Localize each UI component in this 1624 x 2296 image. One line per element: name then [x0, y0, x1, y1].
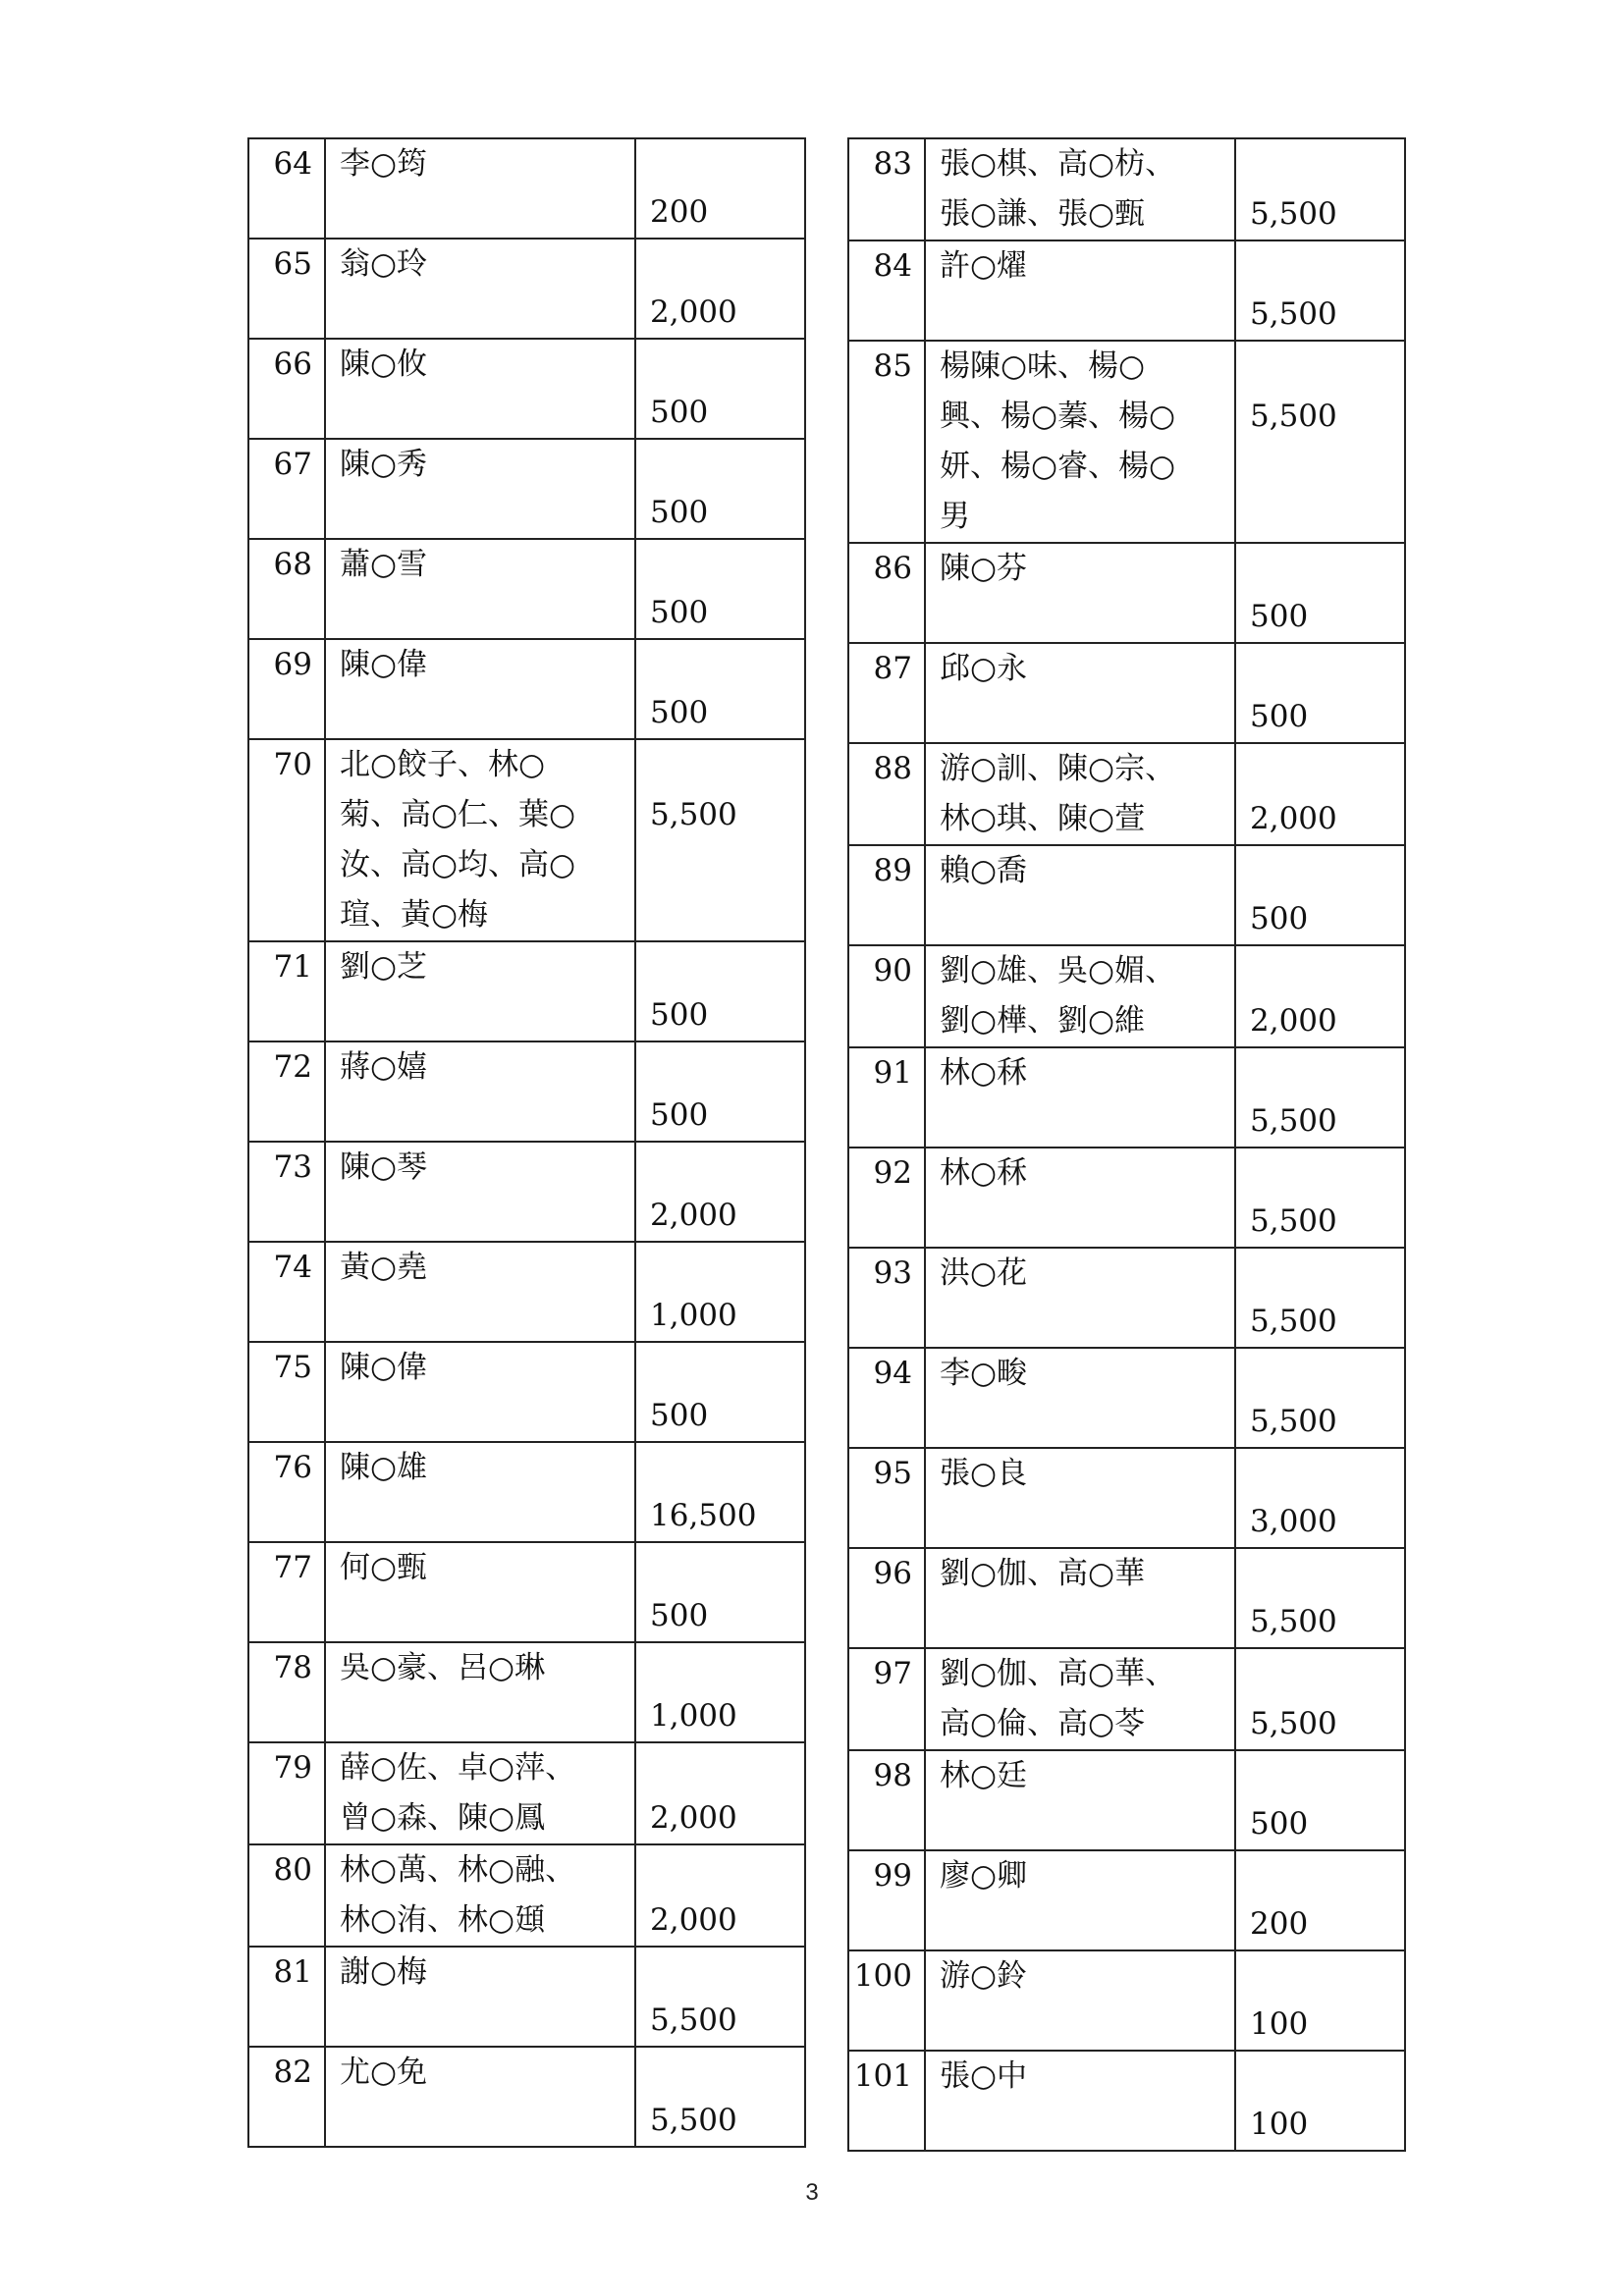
donation-amount: 5,500 [1235, 1148, 1405, 1248]
row-number: 74 [248, 1242, 325, 1342]
donation-amount: 500 [635, 1342, 805, 1442]
row-number: 78 [248, 1642, 325, 1742]
table-row [248, 1041, 805, 1142]
row-number: 67 [248, 439, 325, 539]
donor-name-line: 劉○樺、劉○維 [940, 1003, 1146, 1039]
donor-names [925, 1850, 1235, 1950]
donor-names [925, 845, 1235, 945]
donor-names [925, 341, 1235, 543]
donor-name-line: 高○倫、高○苓 [940, 1706, 1146, 1741]
table-row [848, 543, 1405, 643]
donation-amount: 200 [635, 138, 805, 239]
table-row [248, 1542, 805, 1642]
table-row [248, 339, 805, 439]
donation-amount: 2,000 [1235, 743, 1405, 845]
donation-amount: 5,500 [635, 739, 805, 941]
donor-name-line: 邱○永 [940, 651, 1028, 686]
row-number: 100 [848, 1950, 925, 2051]
donor-names [925, 1548, 1235, 1648]
donation-amount: 2,000 [635, 1142, 805, 1242]
donor-name-line: 李○筠 [340, 146, 428, 182]
table-row [248, 1947, 805, 2047]
donation-amount: 5,500 [1235, 341, 1405, 543]
donation-amount: 500 [1235, 543, 1405, 643]
donor-names [325, 439, 635, 539]
donor-name-line: 林○廷 [940, 1758, 1028, 1793]
donor-name-line: 張○中 [940, 2058, 1028, 2094]
donor-name-line: 陳○偉 [340, 1350, 428, 1385]
donor-name-line: 林○秝 [940, 1055, 1028, 1091]
donation-amount: 100 [1235, 2051, 1405, 2151]
table-row [848, 743, 1405, 845]
row-number: 91 [848, 1047, 925, 1148]
donor-name-line: 薛○佐、卓○萍、 [340, 1750, 576, 1786]
donor-name-line: 賴○喬 [940, 853, 1028, 888]
donation-amount: 5,500 [1235, 1648, 1405, 1750]
donor-name-line: 陳○芬 [940, 551, 1028, 586]
donor-names [325, 1041, 635, 1142]
donor-names [925, 643, 1235, 743]
row-number: 69 [248, 639, 325, 739]
row-number: 97 [848, 1648, 925, 1750]
donor-name-line: 翁○玲 [340, 246, 428, 282]
donation-amount: 200 [1235, 1850, 1405, 1950]
table-row [848, 1648, 1405, 1750]
donation-amount: 500 [635, 339, 805, 439]
donor-names [325, 1542, 635, 1642]
table-row [248, 739, 805, 941]
donor-names [325, 1844, 635, 1947]
donor-names [325, 1442, 635, 1542]
table-row [248, 1742, 805, 1844]
table-row [248, 1844, 805, 1947]
donation-amount: 5,500 [1235, 138, 1405, 240]
table-row [848, 643, 1405, 743]
donor-names [925, 1648, 1235, 1750]
row-number: 87 [848, 643, 925, 743]
row-number: 79 [248, 1742, 325, 1844]
row-number: 73 [248, 1142, 325, 1242]
donation-amount: 500 [635, 941, 805, 1041]
donor-table-right-body [848, 138, 1405, 2151]
donation-amount: 500 [635, 539, 805, 639]
table-row [248, 1242, 805, 1342]
donor-name-line: 汝、高○均、高○ [340, 847, 576, 882]
donor-names [925, 1248, 1235, 1348]
donor-name-line: 劉○伽、高○華 [940, 1556, 1146, 1591]
donor-name-line: 男 [940, 499, 970, 534]
row-number: 101 [848, 2051, 925, 2151]
donor-name-line: 蕭○雪 [340, 547, 428, 582]
donation-amount: 1,000 [635, 1242, 805, 1342]
row-number: 90 [848, 945, 925, 1047]
donor-name-line: 黃○堯 [340, 1250, 428, 1285]
donation-amount: 500 [1235, 1750, 1405, 1850]
table-row [248, 1642, 805, 1742]
donation-amount: 5,500 [1235, 240, 1405, 341]
row-number: 80 [248, 1844, 325, 1947]
row-number: 95 [848, 1448, 925, 1548]
donation-amount: 3,000 [1235, 1448, 1405, 1548]
table-row [248, 1442, 805, 1542]
donor-name-line: 何○甄 [340, 1550, 428, 1585]
table-row [848, 945, 1405, 1047]
donor-name-line: 張○良 [940, 1456, 1028, 1491]
table-row [248, 1142, 805, 1242]
donor-names [925, 1448, 1235, 1548]
table-row [848, 1248, 1405, 1348]
donor-name-line: 張○棋、高○枋、 [940, 146, 1176, 182]
table-row [848, 1148, 1405, 1248]
donor-name-line: 劉○芝 [340, 949, 428, 985]
row-number: 94 [848, 1348, 925, 1448]
donor-names [325, 639, 635, 739]
donor-names [325, 1242, 635, 1342]
donor-names [925, 1348, 1235, 1448]
donor-names [325, 1342, 635, 1442]
page-number: 3 [805, 2179, 819, 2206]
donor-name-line: 楊陳○味、楊○ [940, 348, 1146, 384]
table-row [848, 845, 1405, 945]
donor-table-left-body [248, 138, 805, 2147]
table-row [848, 1850, 1405, 1950]
donation-amount: 2,000 [635, 1844, 805, 1947]
donor-names [325, 1742, 635, 1844]
donor-name-line: 許○燿 [940, 248, 1028, 284]
row-number: 68 [248, 539, 325, 639]
row-number: 77 [248, 1542, 325, 1642]
donor-name-line: 北○餃子、林○ [340, 747, 546, 782]
donation-amount: 500 [635, 439, 805, 539]
donation-amount: 500 [635, 1542, 805, 1642]
donor-names [325, 239, 635, 339]
row-number: 82 [248, 2047, 325, 2147]
donor-name-line: 游○鈴 [940, 1958, 1028, 1994]
donor-name-line: 洪○花 [940, 1255, 1028, 1291]
donation-amount: 2,000 [1235, 945, 1405, 1047]
row-number: 66 [248, 339, 325, 439]
row-number: 99 [848, 1850, 925, 1950]
donation-amount: 2,000 [635, 239, 805, 339]
table-row [248, 138, 805, 239]
table-row [848, 341, 1405, 543]
table-row [248, 439, 805, 539]
donor-name-line: 陳○秀 [340, 447, 428, 482]
donor-name-line: 張○謙、張○甄 [940, 196, 1146, 232]
donor-names [925, 138, 1235, 240]
donor-name-line: 林○洧、林○頲 [340, 1902, 546, 1938]
donor-name-line: 劉○伽、高○華、 [940, 1656, 1176, 1691]
donor-names [925, 1047, 1235, 1148]
table-row [848, 1448, 1405, 1548]
donor-names [925, 1950, 1235, 2051]
row-number: 72 [248, 1041, 325, 1142]
table-row [848, 1950, 1405, 2051]
donation-amount: 5,500 [1235, 1047, 1405, 1148]
donation-amount: 5,500 [635, 2047, 805, 2147]
donor-names [925, 2051, 1235, 2151]
donor-names [325, 138, 635, 239]
table-row [848, 240, 1405, 341]
row-number: 81 [248, 1947, 325, 2047]
table-row [248, 2047, 805, 2147]
donor-name-line: 瑄、黃○梅 [340, 897, 489, 933]
donor-name-line: 陳○琴 [340, 1149, 428, 1185]
donor-name-line: 李○畯 [940, 1356, 1028, 1391]
donor-name-line: 劉○雄、吳○媚、 [940, 953, 1176, 988]
table-row [848, 1750, 1405, 1850]
donor-names [925, 1750, 1235, 1850]
row-number: 85 [848, 341, 925, 543]
donation-amount: 5,500 [1235, 1348, 1405, 1448]
table-row [248, 239, 805, 339]
table-row [248, 1342, 805, 1442]
row-number: 88 [848, 743, 925, 845]
table-row [848, 2051, 1405, 2151]
donor-names [325, 539, 635, 639]
donation-amount: 100 [1235, 1950, 1405, 2051]
donation-amount: 2,000 [635, 1742, 805, 1844]
donor-name-line: 蔣○嬉 [340, 1049, 428, 1085]
row-number: 76 [248, 1442, 325, 1542]
row-number: 71 [248, 941, 325, 1041]
donor-names [325, 2047, 635, 2147]
donor-names [925, 743, 1235, 845]
donor-names [925, 1148, 1235, 1248]
table-row [848, 138, 1405, 240]
donor-names [325, 739, 635, 941]
donor-name-line: 曾○森、陳○鳳 [340, 1800, 546, 1836]
row-number: 89 [848, 845, 925, 945]
donor-name-line: 菊、高○仁、葉○ [340, 797, 576, 832]
donor-names [925, 945, 1235, 1047]
donation-amount: 5,500 [1235, 1248, 1405, 1348]
donor-table-left [247, 137, 806, 2148]
donor-name-line: 林○萬、林○融、 [340, 1852, 576, 1888]
donor-name-line: 林○秝 [940, 1155, 1028, 1191]
donation-amount: 500 [635, 639, 805, 739]
donor-name-line: 尤○免 [340, 2055, 428, 2090]
donor-table-right [847, 137, 1406, 2152]
row-number: 93 [848, 1248, 925, 1348]
donor-name-line: 廖○卿 [940, 1858, 1028, 1894]
donor-name-line: 林○琪、陳○萱 [940, 801, 1146, 836]
table-row [248, 941, 805, 1041]
table-row [848, 1548, 1405, 1648]
row-number: 64 [248, 138, 325, 239]
donation-amount: 500 [1235, 643, 1405, 743]
donation-amount: 5,500 [1235, 1548, 1405, 1648]
donor-name-line: 陳○雄 [340, 1450, 428, 1485]
donation-amount: 500 [1235, 845, 1405, 945]
donor-names [925, 543, 1235, 643]
donor-names [925, 240, 1235, 341]
row-number: 92 [848, 1148, 925, 1248]
donor-name-line: 妍、楊○睿、楊○ [940, 449, 1176, 484]
row-number: 84 [848, 240, 925, 341]
table-row [248, 539, 805, 639]
donor-name-line: 陳○偉 [340, 647, 428, 682]
row-number: 86 [848, 543, 925, 643]
row-number: 96 [848, 1548, 925, 1648]
donor-name-line: 陳○攸 [340, 347, 428, 382]
donor-names [325, 1947, 635, 2047]
donor-names [325, 1142, 635, 1242]
donor-name-line: 吳○豪、呂○琳 [340, 1650, 546, 1685]
donation-amount: 16,500 [635, 1442, 805, 1542]
donor-names [325, 941, 635, 1041]
table-row [848, 1348, 1405, 1448]
row-number: 98 [848, 1750, 925, 1850]
donor-name-line: 游○訓、陳○宗、 [940, 751, 1176, 786]
table-row [248, 639, 805, 739]
row-number: 83 [848, 138, 925, 240]
donation-amount: 1,000 [635, 1642, 805, 1742]
table-row [848, 1047, 1405, 1148]
donor-name-line: 謝○梅 [340, 1954, 428, 1990]
donor-name-line: 興、楊○蓁、楊○ [940, 399, 1176, 434]
row-number: 75 [248, 1342, 325, 1442]
donation-amount: 5,500 [635, 1947, 805, 2047]
donation-amount: 500 [635, 1041, 805, 1142]
row-number: 70 [248, 739, 325, 941]
donor-names [325, 339, 635, 439]
row-number: 65 [248, 239, 325, 339]
donor-names [325, 1642, 635, 1742]
